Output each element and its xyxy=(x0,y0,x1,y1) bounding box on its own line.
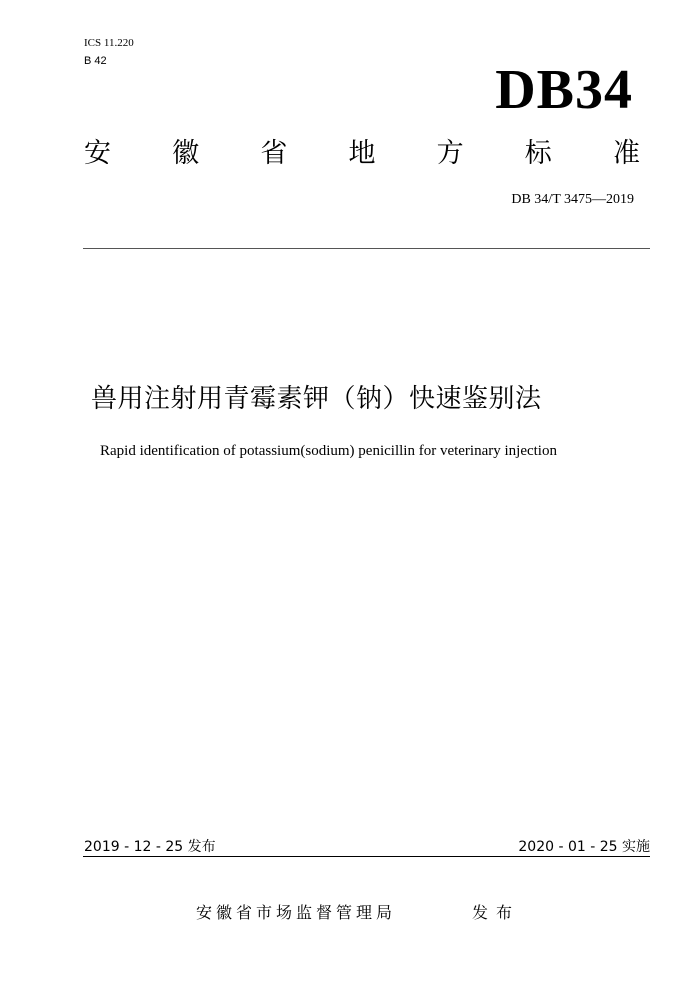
issuing-authority: 安徽省市场监督管理局 xyxy=(196,903,397,922)
classification-code: B 42 xyxy=(84,55,107,67)
document-title-zh: 兽用注射用青霉素钾（钠）快速鉴别法 xyxy=(91,384,542,414)
standard-type-heading xyxy=(84,138,640,170)
date-divider xyxy=(83,856,650,857)
standard-number: DB 34/T 3475—2019 xyxy=(511,192,634,207)
standard-type-char: 方 xyxy=(436,138,464,169)
standard-type-char: 省 xyxy=(260,138,288,169)
issue-date: 2019 - 12 - 25 发布 xyxy=(84,839,216,855)
standard-type-char: 徽 xyxy=(172,138,200,169)
ics-code: ICS 11.220 xyxy=(84,37,134,49)
document-title-en: Rapid identification of potassium(sodium) penicillin for veterinary injection xyxy=(100,443,557,459)
issue-label: 发布 xyxy=(472,903,521,922)
standard-logo: DB34 xyxy=(495,59,633,121)
header-divider xyxy=(83,248,650,249)
implementation-date: 2020 - 01 - 25 实施 xyxy=(518,839,650,855)
standard-type-char: 准 xyxy=(612,138,640,169)
standard-type-char: 地 xyxy=(348,138,376,169)
standard-type-char: 安 xyxy=(84,138,111,169)
standard-type-char: 标 xyxy=(524,138,552,169)
